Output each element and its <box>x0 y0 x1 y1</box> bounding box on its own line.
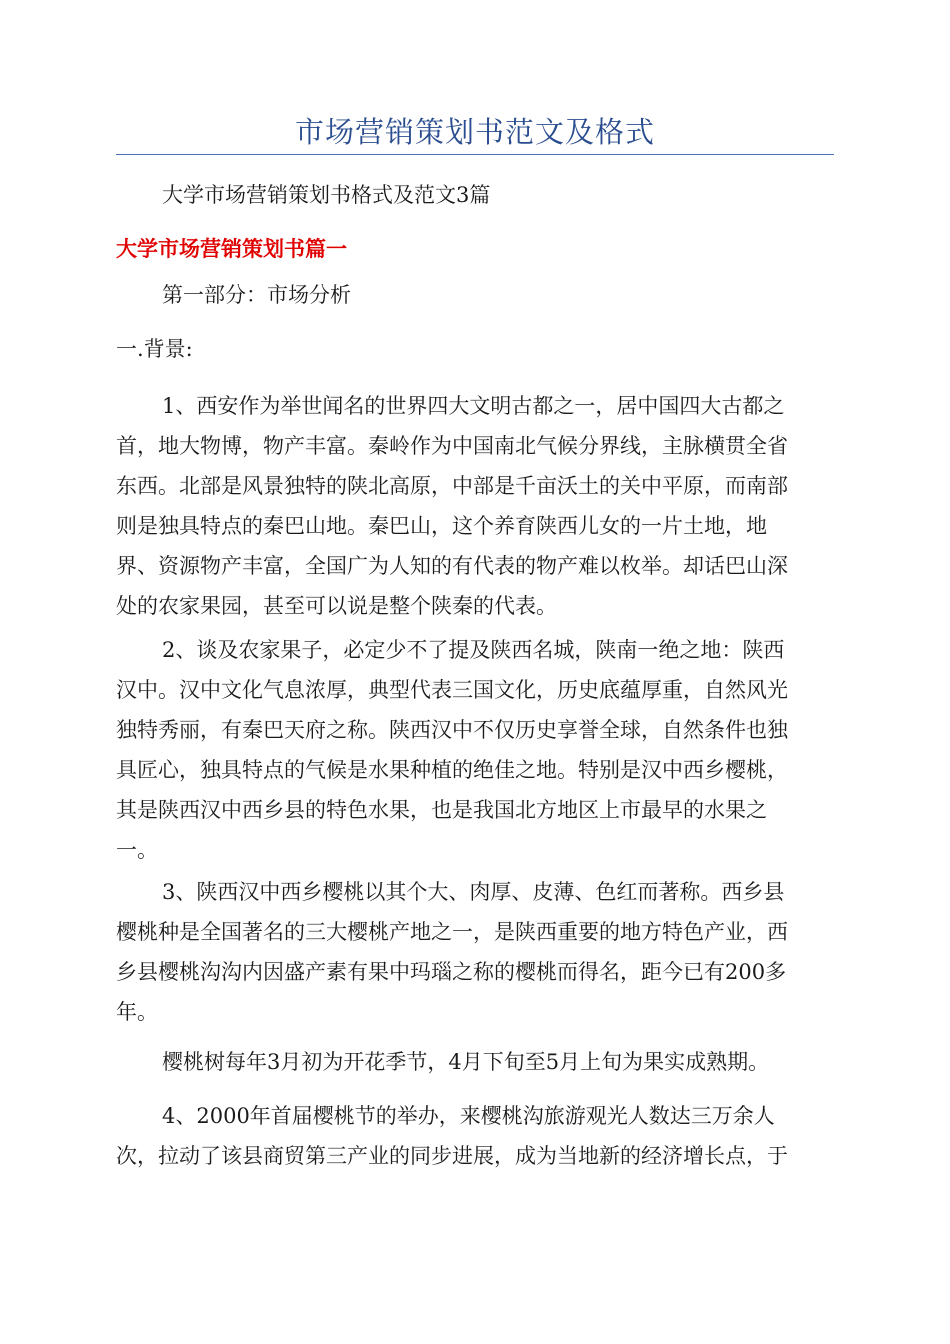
paragraph-line: 樱桃种是全国著名的三大樱桃产地之一，是陕西重要的地方特色产业，西 <box>116 920 788 944</box>
paragraph-line: 乡县樱桃沟沟内因盛产素有果中玛瑙之称的樱桃而得名，距今已有200多 <box>116 960 787 984</box>
paragraph-line: 一。 <box>116 838 158 862</box>
part-heading: 第一部分：市场分析 <box>162 283 351 307</box>
background-heading: 一.背景: <box>116 337 193 361</box>
paragraph-line: 3、陕西汉中西乡樱桃以其个大、肉厚、皮薄、色红而著称。西乡县 <box>162 880 785 904</box>
paragraph-line: 4、2000年首届樱桃节的举办，来樱桃沟旅游观光人数达三万余人 <box>162 1104 775 1128</box>
paragraph-3 <box>116 872 836 1032</box>
title-underline <box>116 154 834 155</box>
paragraph-5 <box>116 1096 836 1176</box>
paragraph-line: 东西。北部是风景独特的陕北高原，中部是千亩沃土的关中平原，而南部 <box>116 474 788 498</box>
paragraph-1 <box>116 386 836 626</box>
document-title: 市场营销策划书范文及格式 <box>294 115 655 149</box>
paragraph-line: 汉中。汉中文化气息浓厚，典型代表三国文化，历史底蕴厚重，自然风光 <box>116 678 788 702</box>
paragraph-2 <box>116 630 836 870</box>
paragraph-line: 其是陕西汉中西乡县的特色水果，也是我国北方地区上市最早的水果之 <box>116 798 767 822</box>
paragraph-line: 具匠心，独具特点的气候是水果种植的绝佳之地。特别是汉中西乡樱桃， <box>116 758 788 782</box>
paragraph-line: 首，地大物博，物产丰富。秦岭作为中国南北气候分界线，主脉横贯全省 <box>116 434 788 458</box>
paragraph-line: 年。 <box>116 1000 158 1024</box>
document-subtitle: 大学市场营销策划书格式及范文3篇 <box>162 183 491 207</box>
paragraph-line: 处的农家果园，甚至可以说是整个陕秦的代表。 <box>116 594 557 618</box>
paragraph-line: 2、谈及农家果子，必定少不了提及陕西名城，陕南一绝之地：陕西 <box>162 638 785 662</box>
paragraph-line: 则是独具特点的秦巴山地。秦巴山，这个养育陕西儿女的一片土地，地 <box>116 514 767 538</box>
paragraph-line: 界、资源物产丰富，全国广为人知的有代表的物产难以枚举。却话巴山深 <box>116 554 788 578</box>
paragraph-line: 独特秀丽，有秦巴天府之称。陕西汉中不仅历史享誉全球，自然条件也独 <box>116 718 788 742</box>
paragraph-line: 次，拉动了该县商贸第三产业的同步进展，成为当地新的经济增长点，于 <box>116 1144 788 1168</box>
section-heading: 大学市场营销策划书篇一 <box>116 237 347 261</box>
paragraph-line: 樱桃树每年3月初为开花季节，4月下旬至5月上旬为果实成熟期。 <box>162 1050 770 1074</box>
paragraph-4 <box>116 1042 836 1082</box>
paragraph-line: 1、西安作为举世闻名的世界四大文明古都之一，居中国四大古都之 <box>162 394 785 418</box>
